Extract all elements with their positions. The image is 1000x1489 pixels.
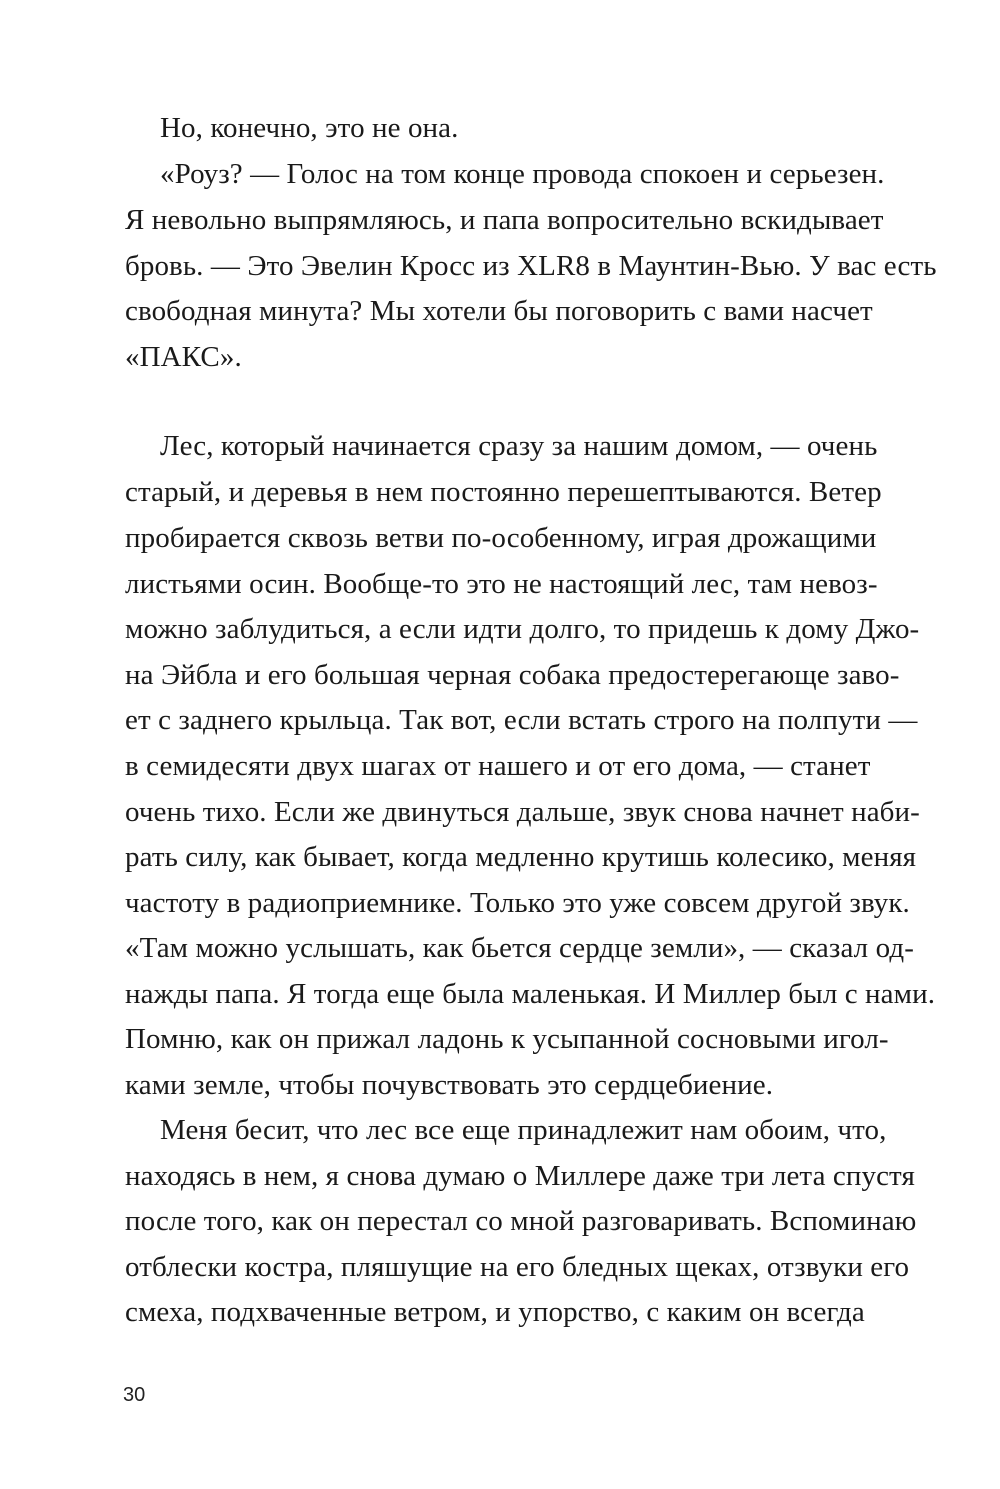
text-line: Помню, как он прижал ладонь к усыпанной сосновыми игол- [125,1023,889,1055]
text-line: ет с заднего крыльца. Так вот, если встать строго на полпути — [125,704,918,736]
text-line: смеха, подхваченные ветром, и упорство, с каким он всегда [125,1296,865,1328]
text-line: свободная минута? Мы хотели бы поговорить с вами насчет [125,295,873,327]
text-line: нажды папа. Я тогда еще была маленькая. И Миллер был с нами. [125,978,936,1010]
text-line: Меня бесит, что лес все еще принадлежит нам обоим, что, [160,1114,887,1146]
text-line: после того, как он перестал со мной разговаривать. Вспоминаю [125,1205,917,1237]
text-line: ками земле, чтобы почувствовать это сердцебиение. [125,1069,774,1101]
text-line: на Эйбла и его большая черная собака предостерегающе заво- [125,659,900,691]
text-line: «Там можно услышать, как бьется сердце земли», — сказал од- [125,932,914,964]
text-line: в семидесяти двух шагах от нашего и от его дома, — станет [125,750,871,782]
text-line: Я невольно выпрямляюсь, и папа вопросительно вскидывает [125,204,884,236]
text-line: листьями осин. Вообще-то это не настоящий лес, там невоз- [125,568,878,600]
text-line: пробирается сквозь ветви по-особенному, играя дрожащими [125,522,877,554]
text-line: очень тихо. Если же двинуться дальше, звук снова начнет наби- [125,796,920,828]
text-line: можно заблудиться, а если идти долго, то придешь к дому Джо- [125,613,920,645]
text-line: «Роуз? — Голос на том конце провода спокоен и серьезен. [160,158,885,190]
text-line: отблески костра, пляшущие на его бледных щеках, отзвуки его [125,1251,910,1283]
text-line: находясь в нем, я снова думаю о Миллере даже три лета спустя [125,1160,915,1192]
text-line: Но, конечно, это не она. [160,112,459,144]
text-line: рать силу, как бывает, когда медленно крутишь колесико, меняя [125,841,917,873]
text-line: Лес, который начинается сразу за нашим домом, — очень [160,430,878,462]
text-line: частоту в радиоприемнике. Только это уже совсем другой звук. [125,887,910,919]
text-line: «ПАКС». [125,341,242,373]
text-line: старый, и деревья в нем постоянно перешептываются. Ветер [125,476,882,508]
text-line: бровь. — Это Эвелин Кросс из XLR8 в Маунтин-Вью. У вас есть [125,250,937,282]
page-number: 30 [123,1384,146,1406]
